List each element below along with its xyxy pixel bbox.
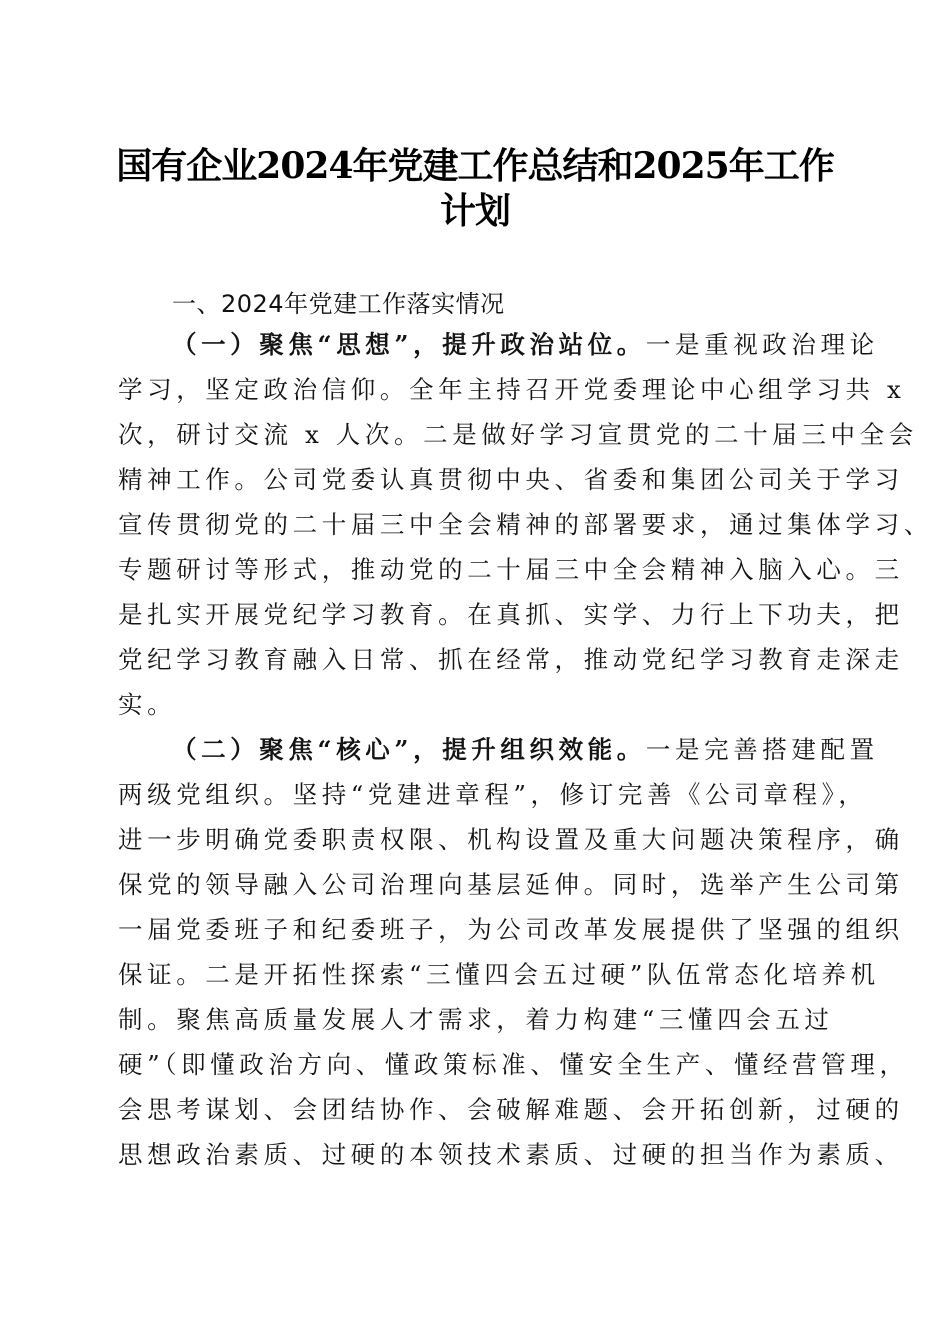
paragraph-text: 一是重视政治理论: [645, 330, 879, 359]
paragraph-line: 次，研讨交流 x 人次。二是做好学习宣贯党的二十届三中全会: [118, 420, 918, 449]
paragraph-line: 硬”（即懂政治方向、懂政策标准、懂安全生产、懂经营管理，: [118, 1050, 909, 1079]
document-title-line-2: 计划: [439, 190, 510, 232]
document-title-line-1: 国有企业2024年党建工作总结和2025年工作: [116, 145, 834, 187]
paragraph-line: 是扎实开展党纪学习教育。在真抓、实学、力行上下功夫，把: [118, 600, 904, 629]
paragraph-line: 思想政治素质、过硬的本领技术素质、过硬的担当作为素质、: [118, 1140, 904, 1169]
paragraph-line: 党纪学习教育融入日常、抓在经常，推动党纪学习教育走深走: [118, 645, 904, 674]
paragraph-line: 会思考谋划、会团结协作、会破解难题、会开拓创新，过硬的: [118, 1095, 904, 1124]
paragraph-line: 保证。二是开拓性探索“三懂四会五过硬”队伍常态化培养机: [118, 960, 880, 989]
paragraph-line: 保党的领导融入公司治理向基层延伸。同时，选举产生公司第: [118, 870, 904, 899]
subsection-label-1: （一）聚焦“思想”，提升政治站位。: [172, 330, 646, 359]
paragraph-line: 实。: [118, 690, 177, 719]
paragraph-line: [172, 731, 879, 766]
paragraph-line: 专题研讨等形式，推动党的二十届三中全会精神入脑入心。三: [118, 555, 904, 584]
paragraph-line: 两级党组织。坚持“党建进章程”，修订完善《公司章程》，: [118, 780, 868, 809]
paragraph-line: 学习，坚定政治信仰。全年主持召开党委理论中心组学习共 x: [118, 375, 906, 404]
paragraph-line: 进一步明确党委职责权限、机构设置及重大问题决策程序，确: [118, 825, 904, 854]
section-heading-1: 一、2024年党建工作落实情况: [172, 290, 505, 318]
paragraph-line: 一届党委班子和纪委班子，为公司改革发展提供了坚强的组织: [118, 915, 904, 944]
paragraph-line: 制。聚焦高质量发展人才需求，着力构建“三懂四会五过: [118, 1005, 834, 1034]
paragraph-line: 精神工作。公司党委认真贯彻中央、省委和集团公司关于学习: [118, 465, 904, 494]
paragraph-text: 一是完善搭建配置: [645, 735, 879, 764]
paragraph-line: [172, 326, 879, 361]
subsection-label-2: （二）聚焦“核心”，提升组织效能。: [172, 735, 646, 764]
paragraph-line: 宣传贯彻党的二十届三中全会精神的部署要求，通过集体学习、: [118, 510, 933, 539]
